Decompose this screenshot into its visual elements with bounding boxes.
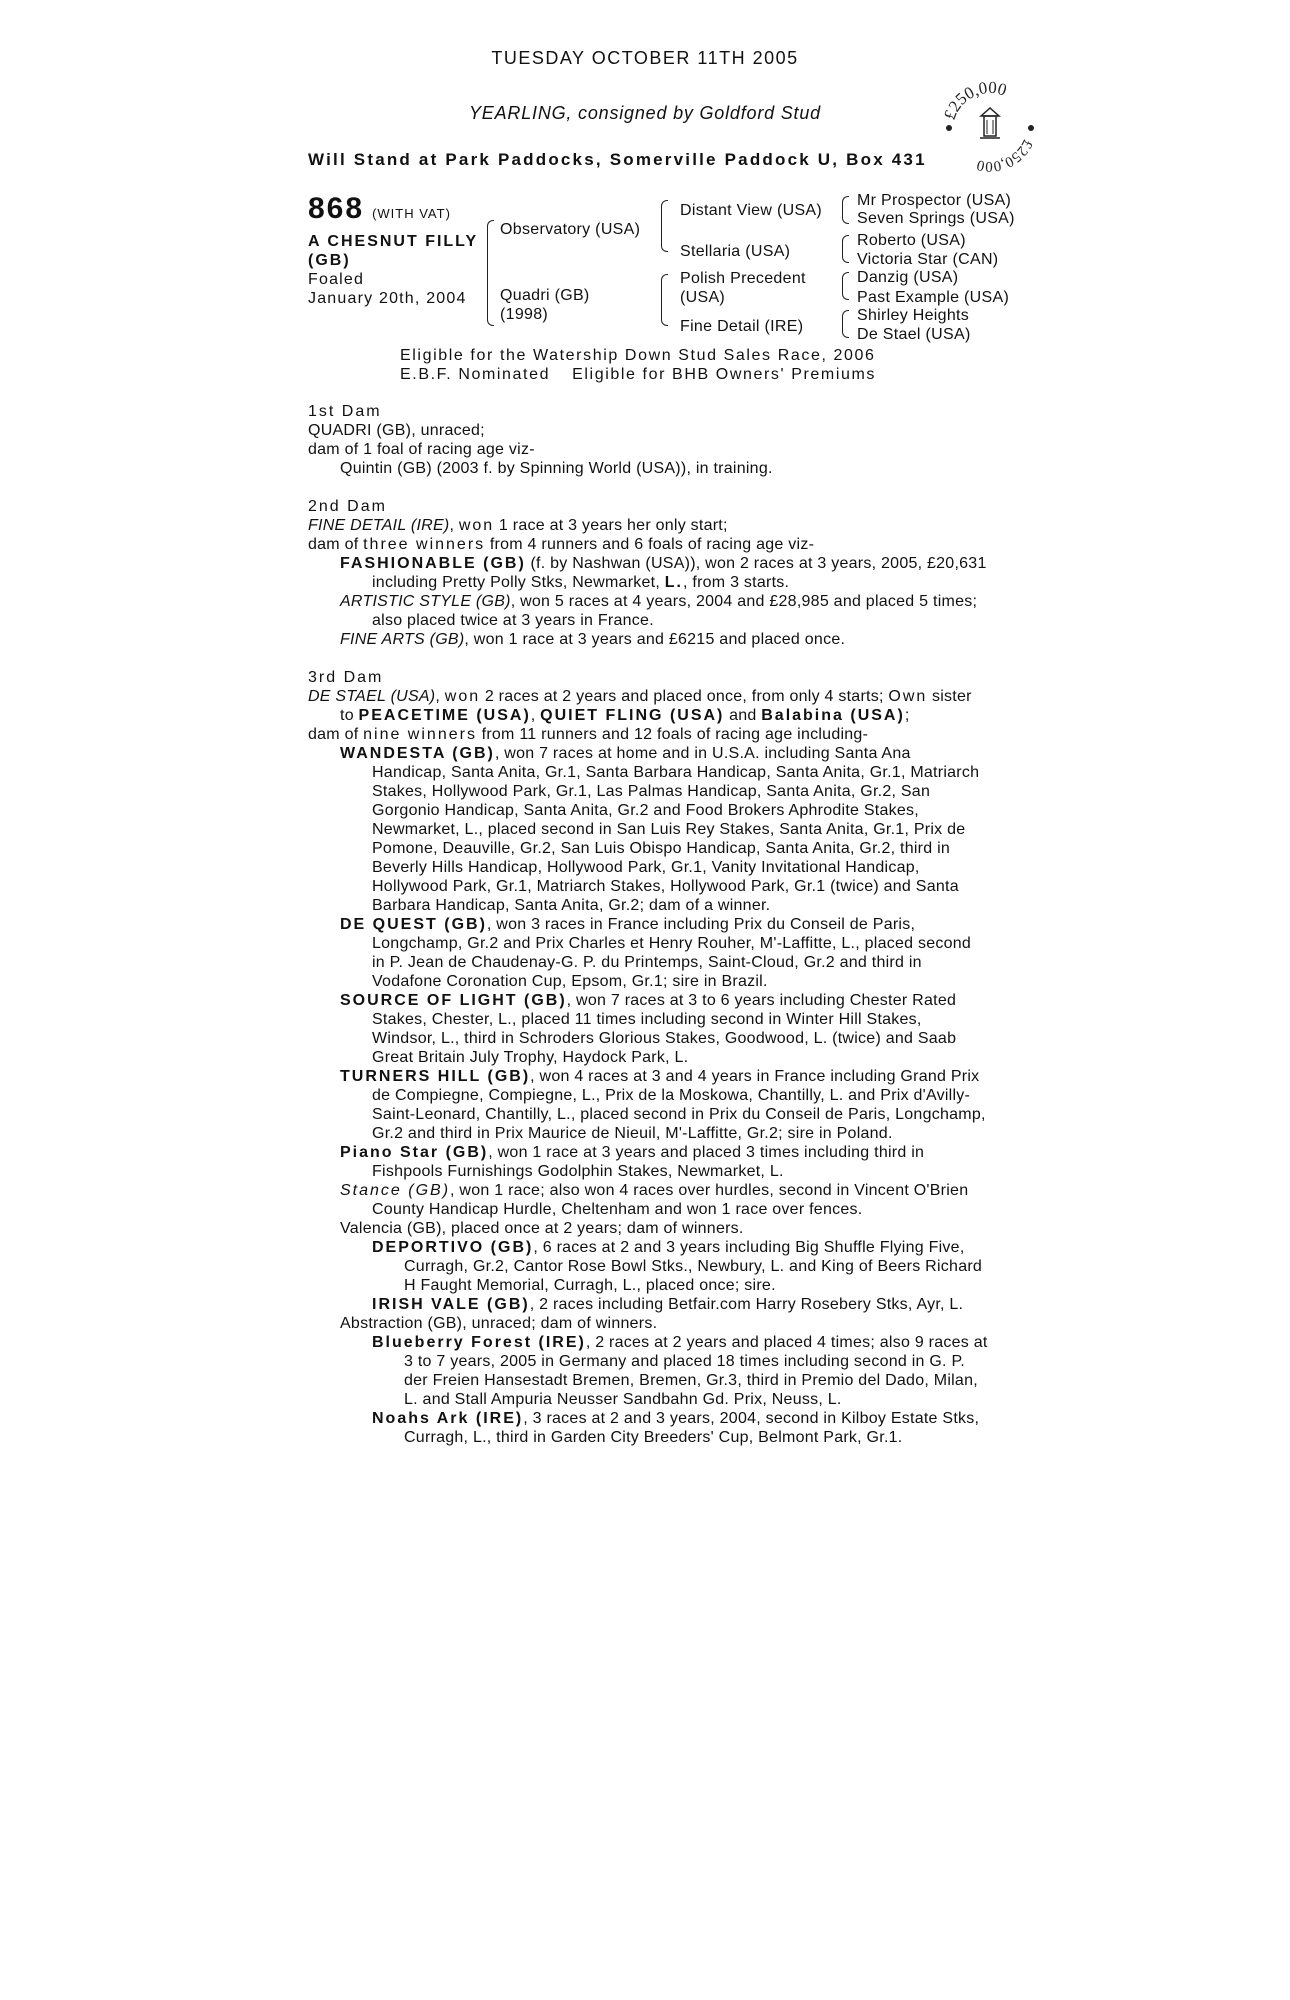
ped-sss: Mr Prospector (USA): [857, 192, 1012, 209]
stamp-text-bottom: £250,000: [975, 136, 1036, 175]
pedigree-brace-main: [487, 220, 494, 326]
foaled-date: January 20th, 2004: [308, 290, 467, 307]
price-stamp-icon: [935, 70, 1045, 180]
pedigree-brace-ds: [842, 272, 849, 300]
ped-sire: Observatory (USA): [500, 221, 641, 238]
produce-artistic-style: ARTISTIC STYLE (GB), won 5 races at 4 years, 2004 and £28,985 and placed 5 times; also placed twice at 3 years in France.: [340, 593, 978, 629]
third-dam-title: 3rd Dam: [308, 669, 384, 686]
eligibility: [400, 346, 876, 384]
third-dam-line1: DE STAEL (USA), won 2 races at 2 years and placed once, from only 4 starts; Own sister to PEACETIME (USA), QUIET FLING (USA) and Balabina (USA);: [308, 688, 972, 724]
first-dam-line2: dam of 1 foal of racing age viz-: [308, 441, 535, 458]
produce-turners-hill: TURNERS HILL (GB), won 4 races at 3 and 4 years in France including Grand Prix de Compiegne, Compiegne, L., Prix de la Moskowa, Chantilly, L. and Prix d'Avilly-Saint-Leonard, Chantilly, L., placed second in Prix du Conseil de Paris, Longchamp, Gr.2 and third in Prix Maurice de Nieuil, M'-Laffitte, Gr.2; sire in Poland.: [340, 1068, 986, 1142]
second-dam-line1: FINE DETAIL (IRE), won 1 race at 3 years her only start;: [308, 517, 728, 534]
pedigree-brace-ss: [842, 196, 849, 224]
ped-sdd: Victoria Star (CAN): [857, 251, 999, 268]
first-dam-line1: QUADRI (GB), unraced;: [308, 422, 485, 439]
second-dam-line2: dam of three winners from 4 runners and 6 foals of racing age viz-: [308, 536, 815, 553]
eligibility-line1: Eligible for the Watership Down Stud Sales Race, 2006: [400, 347, 876, 364]
sale-date: TUESDAY OCTOBER 11TH 2005: [491, 48, 799, 68]
produce-fashionable: FASHIONABLE (GB) (f. by Nashwan (USA)), won 2 races at 3 years, 2005, £20,631 including Pretty Polly Stks, Newmarket, L., from 3 starts.: [340, 555, 987, 591]
ped-dam-year: (1998): [500, 306, 549, 323]
produce-piano-star: Piano Star (GB), won 1 race at 3 years and placed 3 times including third in Fishpools Furnishings Godolphin Stakes, Newmarket, L.: [340, 1144, 925, 1180]
ped-ssd: Seven Springs (USA): [857, 210, 1015, 227]
ped-sds: Roberto (USA): [857, 232, 966, 249]
ped-sire-dam: Stellaria (USA): [680, 243, 791, 260]
ped-dds: Shirley Heights: [857, 307, 970, 324]
lot-desc-line1: A CHESNUT FILLY: [308, 233, 479, 250]
pedigree-brace-sire: [661, 200, 668, 252]
produce-deportivo: DEPORTIVO (GB), 6 races at 2 and 3 years including Big Shuffle Flying Five, Curragh, Gr.2, Cantor Rose Bowl Stks., Newbury, L. and King of Beers Richard H Faught Memorial, Curragh, L., placed once; sire.: [372, 1239, 983, 1294]
ped-sire-sire: Distant View (USA): [680, 202, 823, 219]
second-dam-name: FINE DETAIL (IRE): [308, 517, 450, 534]
third-dam-line2: dam of nine winners from 11 runners and 12 foals of racing age including-: [308, 726, 869, 743]
produce-valencia: Valencia (GB), placed once at 2 years; dam of winners.: [340, 1220, 744, 1237]
ped-dss: Danzig (USA): [857, 269, 959, 286]
pedigree-brace-dam: [661, 274, 668, 326]
consignor-line: YEARLING, consigned by Goldford Stud: [469, 103, 821, 123]
produce-irish-vale: IRISH VALE (GB), 2 races including Betfair.com Harry Rosebery Stks, Ayr, L.: [372, 1296, 964, 1313]
stamp-text-top: £250,000: [939, 77, 1009, 123]
first-dam-produce: Quintin (GB) (2003 f. by Spinning World (USA)), in training.: [340, 460, 773, 477]
produce-source-of-light: SOURCE OF LIGHT (GB), won 7 races at 3 to 6 years including Chester Rated Stakes, Chester, L., placed 11 times including second in Winter Hill Stakes, Windsor, L., third in Schroders Glorious Stakes, Goodwood, L. (twice) and Saab Great Britain July Trophy, Haydock Park, L.: [340, 992, 957, 1066]
lot-number-row: [308, 192, 451, 226]
stand-location: Will Stand at Park Paddocks, Somerville Paddock U, Box 431: [308, 150, 927, 169]
produce-stance: Stance (GB), won 1 race; also won 4 races over hurdles, second in Vincent O'Brien County Handicap Hurdle, Cheltenham and won 1 race over fences.: [340, 1182, 969, 1218]
pedigree-brace-dd: [842, 310, 849, 338]
bhb-premiums: Eligible for BHB Owners' Premiums: [572, 366, 877, 383]
pedigree-brace-sd: [842, 235, 849, 263]
ped-dam-sire-2: (USA): [680, 289, 726, 306]
ebf-nominated: E.B.F. Nominated: [400, 366, 551, 383]
ped-dam-sire-1: Polish Precedent: [680, 270, 806, 287]
ped-dsd: Past Example (USA): [857, 289, 1010, 306]
lot-number: 868: [308, 192, 365, 225]
produce-de-quest: DE QUEST (GB), won 3 races in France including Prix du Conseil de Paris, Longchamp, Gr.2 and Prix Charles et Henry Rouher, M'-Laffitte, L., placed second in P. Jean de Chaudenay-G. P. du Printemps, Saint-Cloud, Gr.2 and third in Vodafone Coronation Cup, Epsom, Gr.1; sire in Brazil.: [340, 916, 972, 990]
foaled-label: Foaled: [308, 271, 365, 288]
produce-wandesta: WANDESTA (GB), won 7 races at home and in U.S.A. including Santa Ana Handicap, Santa Anita, Gr.1, Santa Barbara Handicap, Santa Anita, Gr.1, Matriarch Stakes, Hollywood Park, Gr.1, Las Palmas Handicap, Santa Anita, Gr.2, San Gorgonio Handicap, Santa Anita, Gr.2 and Food Brokers Aphrodite Stakes, Newmarket, L., placed second in San Luis Rey Stakes, Santa Anita, Gr.1, Prix de Pomone, Deauville, Gr.2, San Luis Obispo Handicap, Santa Anita, Gr.2, third in Beverly Hills Handicap, Hollywood Park, Gr.1, Vanity Invitational Handicap, Hollywood Park, Gr.1, Matriarch Stakes, Hollywood Park, Gr.1 (twice) and Santa Barbara Handicap, Santa Anita, Gr.2; dam of a winner.: [340, 745, 980, 914]
svg-text:£250,000: [975, 137, 1035, 174]
ped-ddd: De Stael (USA): [857, 326, 971, 343]
ped-dam-dam: Fine Detail (IRE): [680, 318, 804, 335]
produce-blueberry-forest: Blueberry Forest (IRE), 2 races at 2 years and placed 4 times; also 9 races at 3 to 7 years, 2005 in Germany and placed 18 times including second in G. P. der Freien Hansestadt Bremen, Bremen, Gr.3, third in Premio del Dado, Milan, L. and Stall Ampuria Neusser Sandbahn Gd. Prix, Neuss, L.: [372, 1334, 988, 1408]
lot-vat: (WITH VAT): [372, 206, 451, 221]
produce-noahs-ark: Noahs Ark (IRE), 3 races at 2 and 3 years, 2004, second in Kilboy Estate Stks, Curragh, L., third in Garden City Breeders' Cup, Belmont Park, Gr.1.: [372, 1410, 980, 1446]
lot-desc-line2: (GB): [308, 252, 351, 269]
ped-dam: Quadri (GB): [500, 287, 590, 304]
catalogue-body: [308, 402, 988, 1447]
produce-abstraction: Abstraction (GB), unraced; dam of winners.: [340, 1315, 658, 1332]
third-dam-name: DE STAEL (USA): [308, 688, 436, 705]
first-dam-title: 1st Dam: [308, 403, 382, 420]
second-dam-title: 2nd Dam: [308, 498, 387, 515]
lot-description: [308, 232, 488, 308]
eligibility-line2: [400, 365, 876, 384]
produce-fine-arts: FINE ARTS (GB), won 1 race at 3 years and £6215 and placed once.: [340, 631, 846, 648]
